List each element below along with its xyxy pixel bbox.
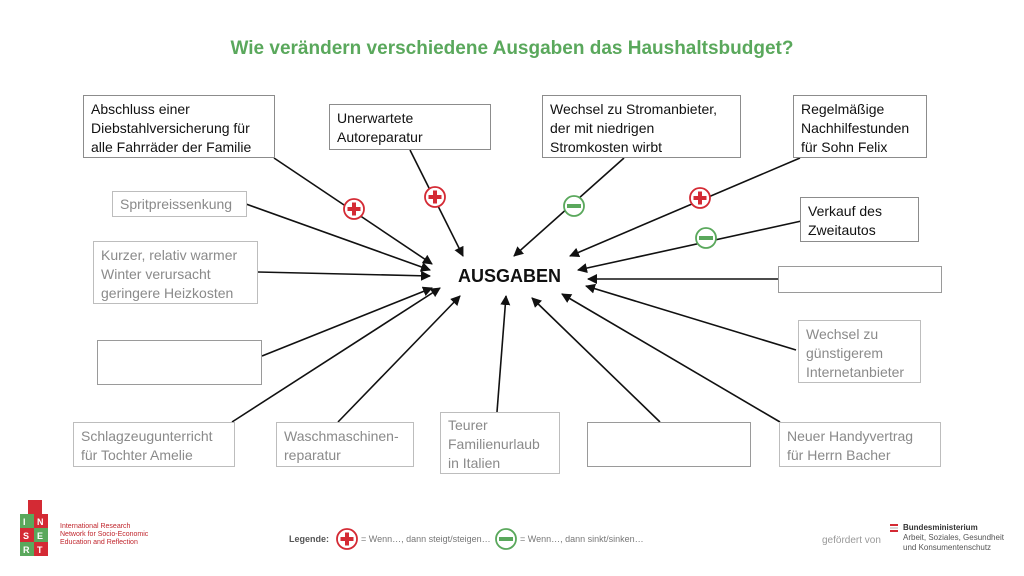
legend-plus-icon	[337, 529, 357, 549]
insert-logo-icon	[20, 500, 48, 556]
box-handyvertrag: Neuer Handyvertrag für Herrn Bacher	[779, 422, 941, 467]
arrow-internet	[586, 286, 796, 350]
box-nachhilfe: Regelmäßige Nachhilfestunden für Sohn Felix	[793, 95, 927, 158]
box-diebstahlversicherung: Abschluss einer Diebstahlversicherung für alle Fahrräder der Familie	[83, 95, 275, 158]
box-warmer-winter: Kurzer, relativ warmer Winter verursacht geringere Heizkosten	[93, 241, 258, 304]
center-label: AUSGABEN	[458, 266, 562, 286]
svg-text:S: S	[23, 531, 30, 541]
box-leer-links[interactable]	[97, 340, 262, 385]
page-title: Wie verändern verschiedene Ausgaben das Haushaltsbudget?	[230, 38, 794, 59]
legend-minus-icon	[496, 529, 516, 549]
box-leer-unten[interactable]	[587, 422, 751, 467]
arrow-leer-links	[262, 288, 432, 356]
svg-text:E: E	[37, 531, 44, 541]
ministry-line1: Arbeit, Soziales, Gesundheit	[903, 533, 1004, 542]
logo-text: International Research Network for Socio-Economic Education and Reflection	[60, 523, 149, 546]
arrow-nachhilfe	[570, 158, 800, 256]
ministry-logo	[903, 523, 1004, 553]
plus-icon	[344, 199, 364, 219]
box-stromanbieter: Wechsel zu Stromanbieter, der mit niedrigen Stromkosten wirbt	[542, 95, 741, 158]
arrow-winter	[258, 272, 430, 276]
box-leer-rechts[interactable]	[778, 266, 942, 293]
minus-icon	[564, 196, 584, 216]
ministry-line2: und Konsumentenschutz	[903, 543, 992, 552]
arrow-urlaub	[497, 296, 506, 412]
legend-label: Legende:	[289, 534, 330, 544]
plus-icon	[425, 187, 445, 207]
box-schlagzeugunterricht: Schlagzeugunterricht für Tochter Amelie	[73, 422, 235, 467]
legend-minus-text: = Wenn…, dann sinkt/sinken…	[520, 534, 644, 544]
svg-text:I: I	[23, 517, 26, 527]
svg-text:T: T	[37, 545, 43, 555]
box-autoreparatur: Unerwartete Autoreparatur	[329, 104, 491, 150]
ministry-title: Bundesministerium	[903, 523, 978, 532]
box-zweitauto: Verkauf des Zweitautos	[800, 197, 919, 242]
box-internetanbieter: Wechsel zu günstigerem Internetanbieter	[798, 320, 921, 383]
box-waschmaschinenreparatur: Waschmaschinen-reparatur	[276, 422, 414, 467]
ministry-flag-icon	[890, 524, 898, 532]
plus-icon	[690, 188, 710, 208]
legend-plus-text: = Wenn…, dann steigt/steigen…	[361, 534, 491, 544]
minus-icon	[696, 228, 716, 248]
arrow-leer-unten	[532, 298, 660, 422]
arrow-spritpreis	[246, 204, 430, 270]
box-spritpreissenkung: Spritpreissenkung	[112, 191, 247, 217]
svg-text:R: R	[23, 545, 30, 555]
arrow-zweitauto	[578, 220, 806, 270]
svg-text:N: N	[37, 517, 44, 527]
box-familienurlaub: Teurer Familienurlaub in Italien	[440, 412, 560, 474]
funded-by-label: gefördert von	[822, 535, 881, 546]
